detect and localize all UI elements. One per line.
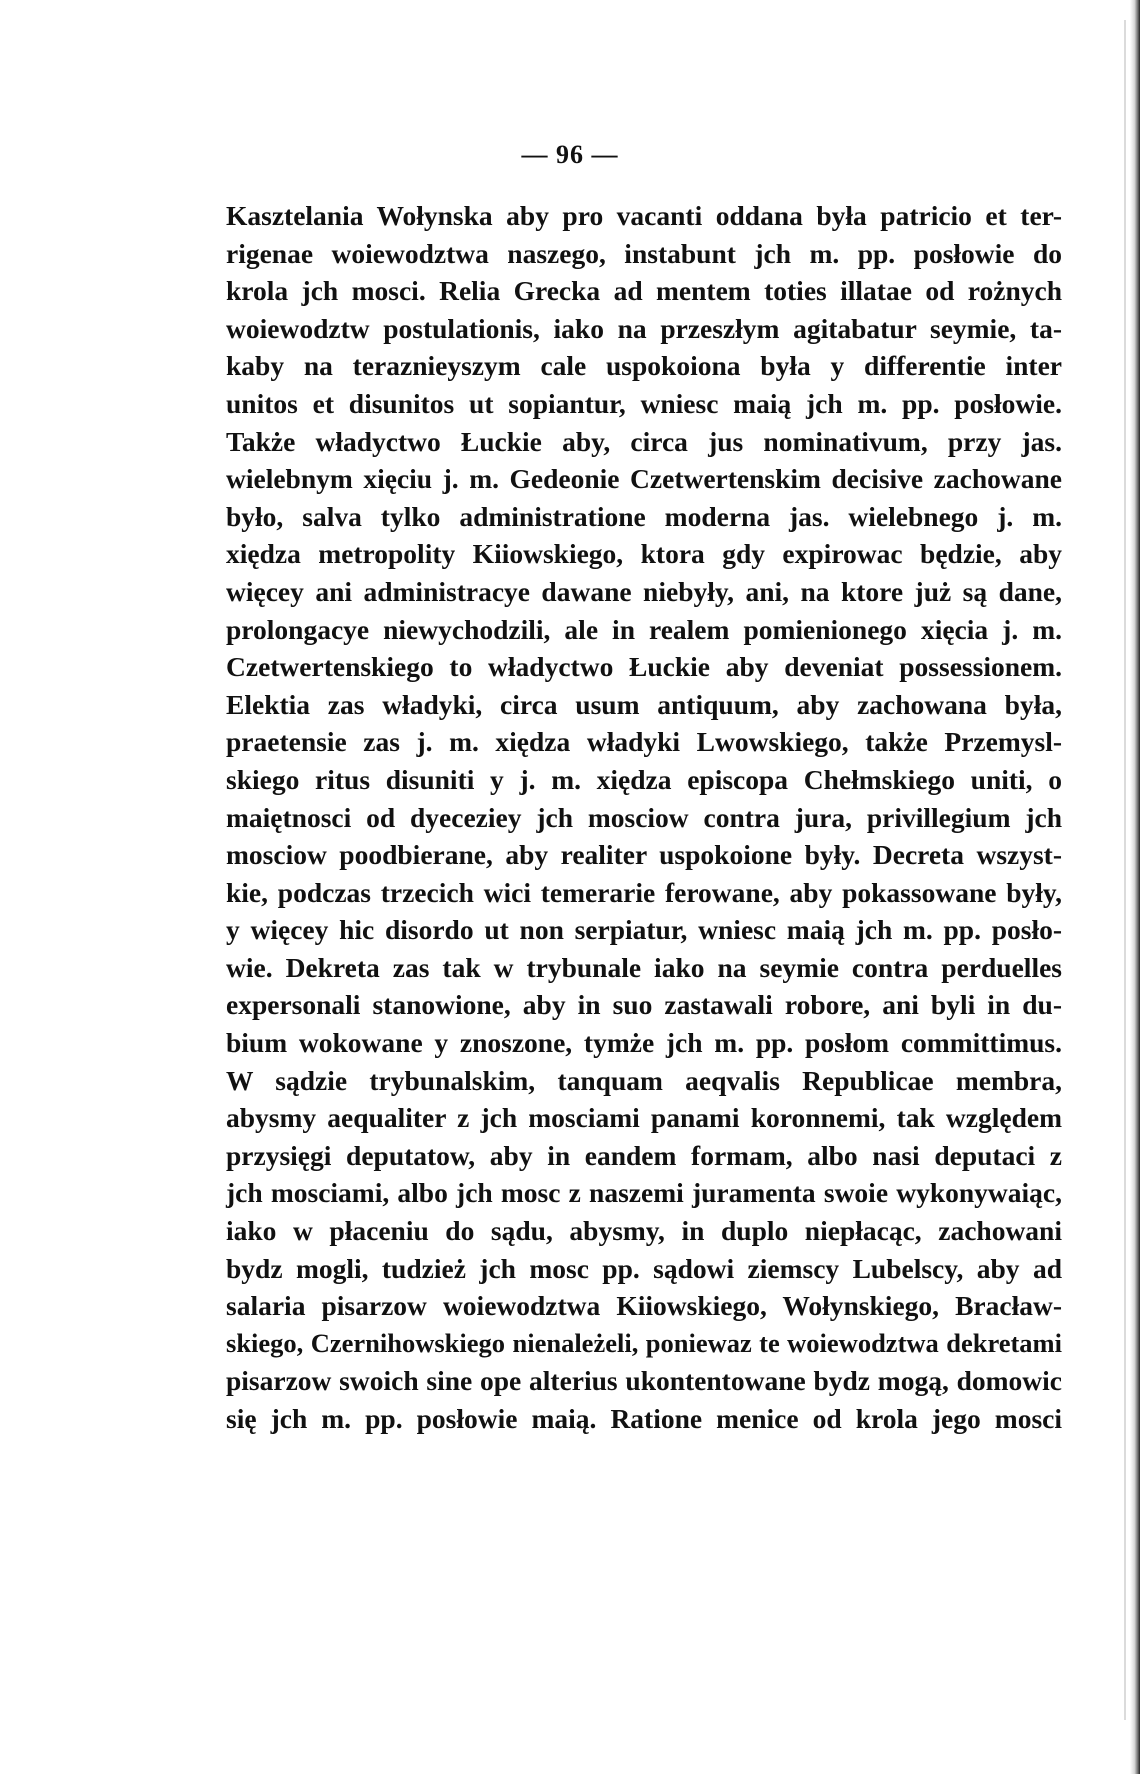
text-line: maiętnosci od dyeceziey jch mosciow contra jura, privillegium jch — [226, 801, 1062, 833]
text-line: krola jch mosci. Relia Grecka ad mentem toties illatae od rożnych — [226, 275, 1062, 307]
text-line: salaria pisarzow woiewodztwa Kiiowskiego, Wołynskiego, Bracław- — [226, 1290, 1062, 1322]
text-line: xiędza metropolity Kiiowskiego, ktora gdy expirowac będzie, aby — [226, 538, 1062, 570]
text-line: bium wokowane y znoszone, tymże jch m. pp. posłom committimus. — [226, 1027, 1062, 1059]
text-line: woiewodztw postulationis, iako na przeszłym agitabatur seymie, ta- — [226, 312, 1062, 344]
text-line: więcey ani administracye dawane niebyły, ani, na ktore już są dane, — [226, 575, 1062, 607]
text-line: praetensie zas j. m. xiędza władyki Lwowskiego, także Przemysl- — [226, 726, 1062, 758]
text-line: się jch m. pp. posłowie maią. Ratione menice od krola jego mosci — [226, 1403, 1062, 1434]
text-line: wie. Dekreta zas tak w trybunale iako na seymie contra perduelles — [226, 951, 1062, 983]
text-line: Czetwertenskiego to władyctwo Łuckie aby deveniat possessionem. — [226, 651, 1062, 683]
page-gutter-line — [1124, 20, 1126, 1720]
text-line: y więcey hic disordo ut non serpiatur, wniesc maią jch m. pp. posło- — [226, 914, 1062, 946]
page-number: — 96 — — [521, 140, 619, 169]
text-line: bydz mogli, tudzież jch mosc pp. sądowi ziemscy Lubelscy, aby ad — [226, 1252, 1062, 1284]
text-line: W sądzie trybunalskim, tanquam aeqvalis Republicae membra, — [226, 1064, 1062, 1096]
text-line: expersonali stanowione, aby in suo zastawali robore, ani byli in du- — [226, 989, 1062, 1021]
page-edge-shadow — [1130, 0, 1140, 1774]
text-line: abysmy aequaliter z jch mosciami panami koronnemi, tak względem — [226, 1102, 1062, 1134]
text-line: rigenae woiewodztwa naszego, instabunt jch m. pp. posłowie do — [226, 237, 1062, 269]
text-line: pisarzow swoich sine ope alterius ukontentowane bydz mogą, domowic — [226, 1365, 1062, 1397]
text-line: było, salva tylko administratione moderna jas. wielebnego j. m. — [226, 500, 1062, 532]
text-line: mosciow poodbierane, aby realiter uspokoione były. Decreta wszyst- — [226, 839, 1062, 871]
text-line: Kasztelania Wołynska aby pro vacanti oddana była patricio et ter- — [226, 200, 1062, 231]
text-line: unitos et disunitos ut sopiantur, wniesc maią jch m. pp. posłowie. — [226, 387, 1062, 419]
text-line: Elektia zas władyki, circa usum antiquum, aby zachowana była, — [226, 688, 1062, 720]
text-line: skiego ritus disuniti y j. m. xiędza episcopa Chełmskiego uniti, o — [226, 763, 1062, 795]
text-line: kaby na teraznieyszym cale uspokoiona była y differentie inter — [226, 350, 1062, 382]
text-line: prolongacye niewychodzili, ale in realem pomienionego xięcia j. m. — [226, 613, 1062, 645]
text-line: iako w płaceniu do sądu, abysmy, in duplo niepłacąc, zachowani — [226, 1215, 1062, 1247]
text-line: Także władyctwo Łuckie aby, circa jus nominativum, przy jas. — [226, 425, 1062, 457]
text-line: kie, podczas trzecich wici temerarie ferowane, aby pokassowane były, — [226, 876, 1062, 908]
text-line: wielebnym xięciu j. m. Gedeonie Czetwertenskim decisive zachowane — [226, 463, 1062, 495]
text-line: przysięgi deputatow, aby in eandem formam, albo nasi deputaci z — [226, 1139, 1062, 1171]
text-line: jch mosciami, albo jch mosc z naszemi juramenta swoie wykonywaiąc, — [226, 1177, 1062, 1209]
body-text — [226, 197, 1062, 1438]
text-line: skiego, Czernihowskiego nienależeli, poniewaz te woiewodztwa dekretami — [226, 1327, 1062, 1358]
